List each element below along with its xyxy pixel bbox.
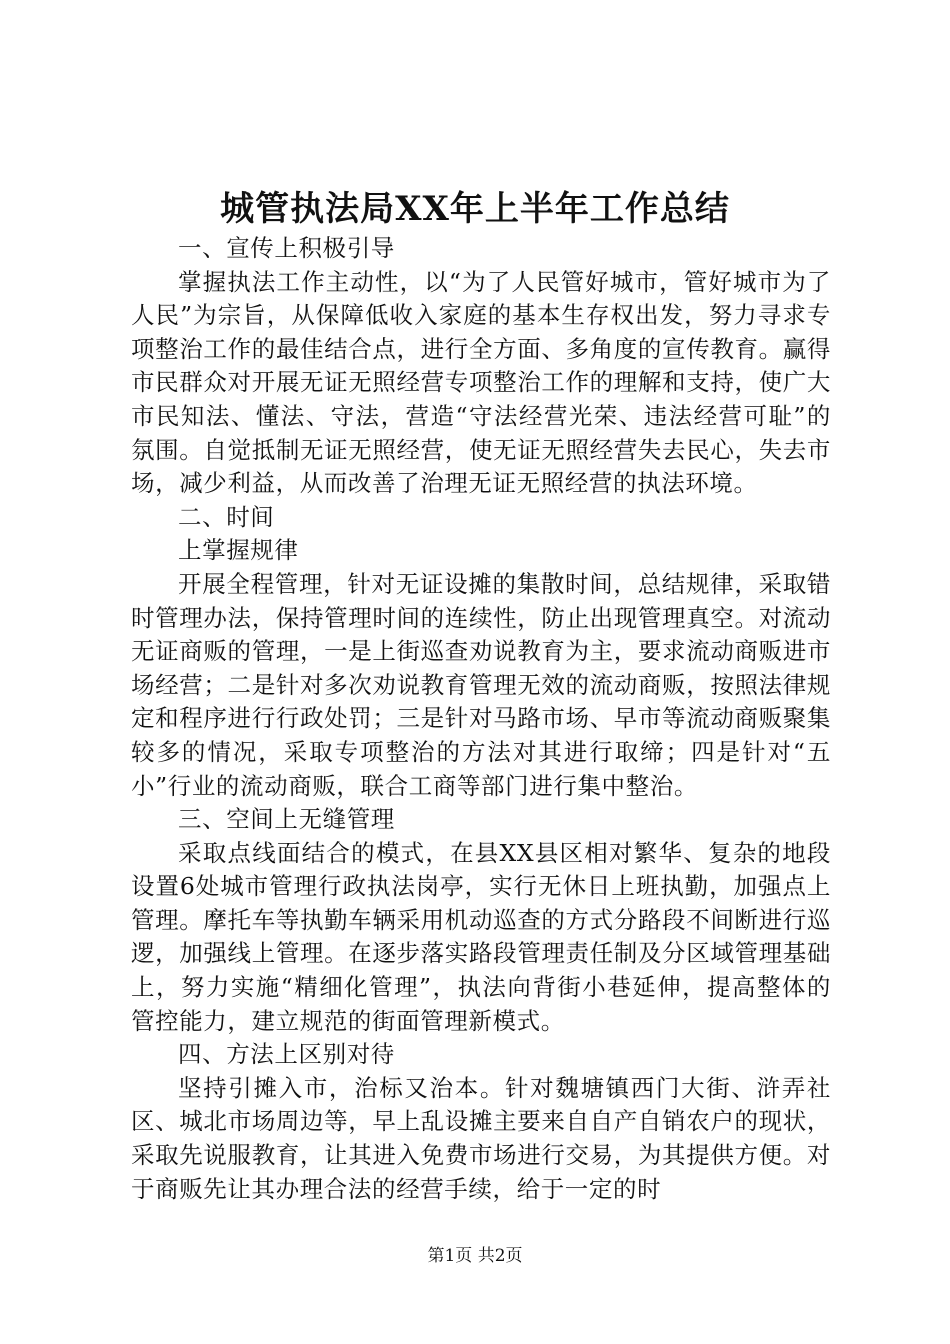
paragraph: 采取点线面结合的模式，在县XX县区相对繁华、复杂的地段设置6处城市管理行政执法岗亭，实行无休日上班执勤，加强点上管理。摩托车等执勤车辆采用机动巡查的方式分路段不间断进行巡逻，加强线上管理。在逐步落实路段管理责任制及分区域管理基础上，努力实施“精细化管理”，执法向背街小巷延伸，提高整体的管控能力，建立规范的街面管理新模式。 (131, 838, 831, 1035)
subheading: 上掌握规律 (178, 536, 299, 565)
paragraph: 开展全程管理，针对无证设摊的集散时间，总结规律，采取错时管理办法，保持管理时间的连续性，防止出现管理真空。对流动无证商贩的管理，一是上街巡查劝说教育为主，要求流动商贩进市场经营；二是针对多次劝说教育管理无效的流动商贩，按照法律规定和程序进行行政处罚；三是针对马路市场、早市等流动商贩聚集较多的情况，采取专项整治的方法对其进行取缔；四是针对“五小”行业的流动商贩，联合工商等部门进行集中整治。 (131, 569, 831, 800)
section-heading-4: 四、方法上区别对待 (178, 1040, 395, 1069)
document-title: 城管执法局XX年上半年工作总结 (220, 189, 730, 229)
section-heading-1: 一、宣传上积极引导 (178, 234, 395, 262)
document-body (131, 232, 831, 1206)
page-number-footer: 第1页 共2页 (427, 1246, 523, 1266)
section-heading-3: 三、空间上无缝管理 (178, 805, 395, 834)
paragraph: 坚持引摊入市，治标又治本。针对魏塘镇西门大街、浒弄社区、城北市场周边等，早上乱设摊主要来自自产自销农户的现状，采取先说服教育，让其进入免费市场进行交易，为其提供方便。对于商贩先让其办理合法的经营手续，给于一定的时 (131, 1073, 831, 1203)
section-heading-2: 二、时间 (178, 502, 275, 531)
paragraph: 掌握执法工作主动性，以“为了人民管好城市，管好城市为了人民”为宗旨，从保障低收入家庭的基本生存权出发，努力寻求专项整治工作的最佳结合点，进行全方面、多角度的宣传教育。赢得市民群众对开展无证无照经营专项整治工作的理解和支持，使广大市民知法、懂法、守法，营造“守法经营光荣、违法经营可耻”的氛围。自觉抵制无证无照经营，使无证无照经营失去民心，失去市场，减少利益，从而改善了治理无证无照经营的执法环境。 (131, 267, 831, 498)
